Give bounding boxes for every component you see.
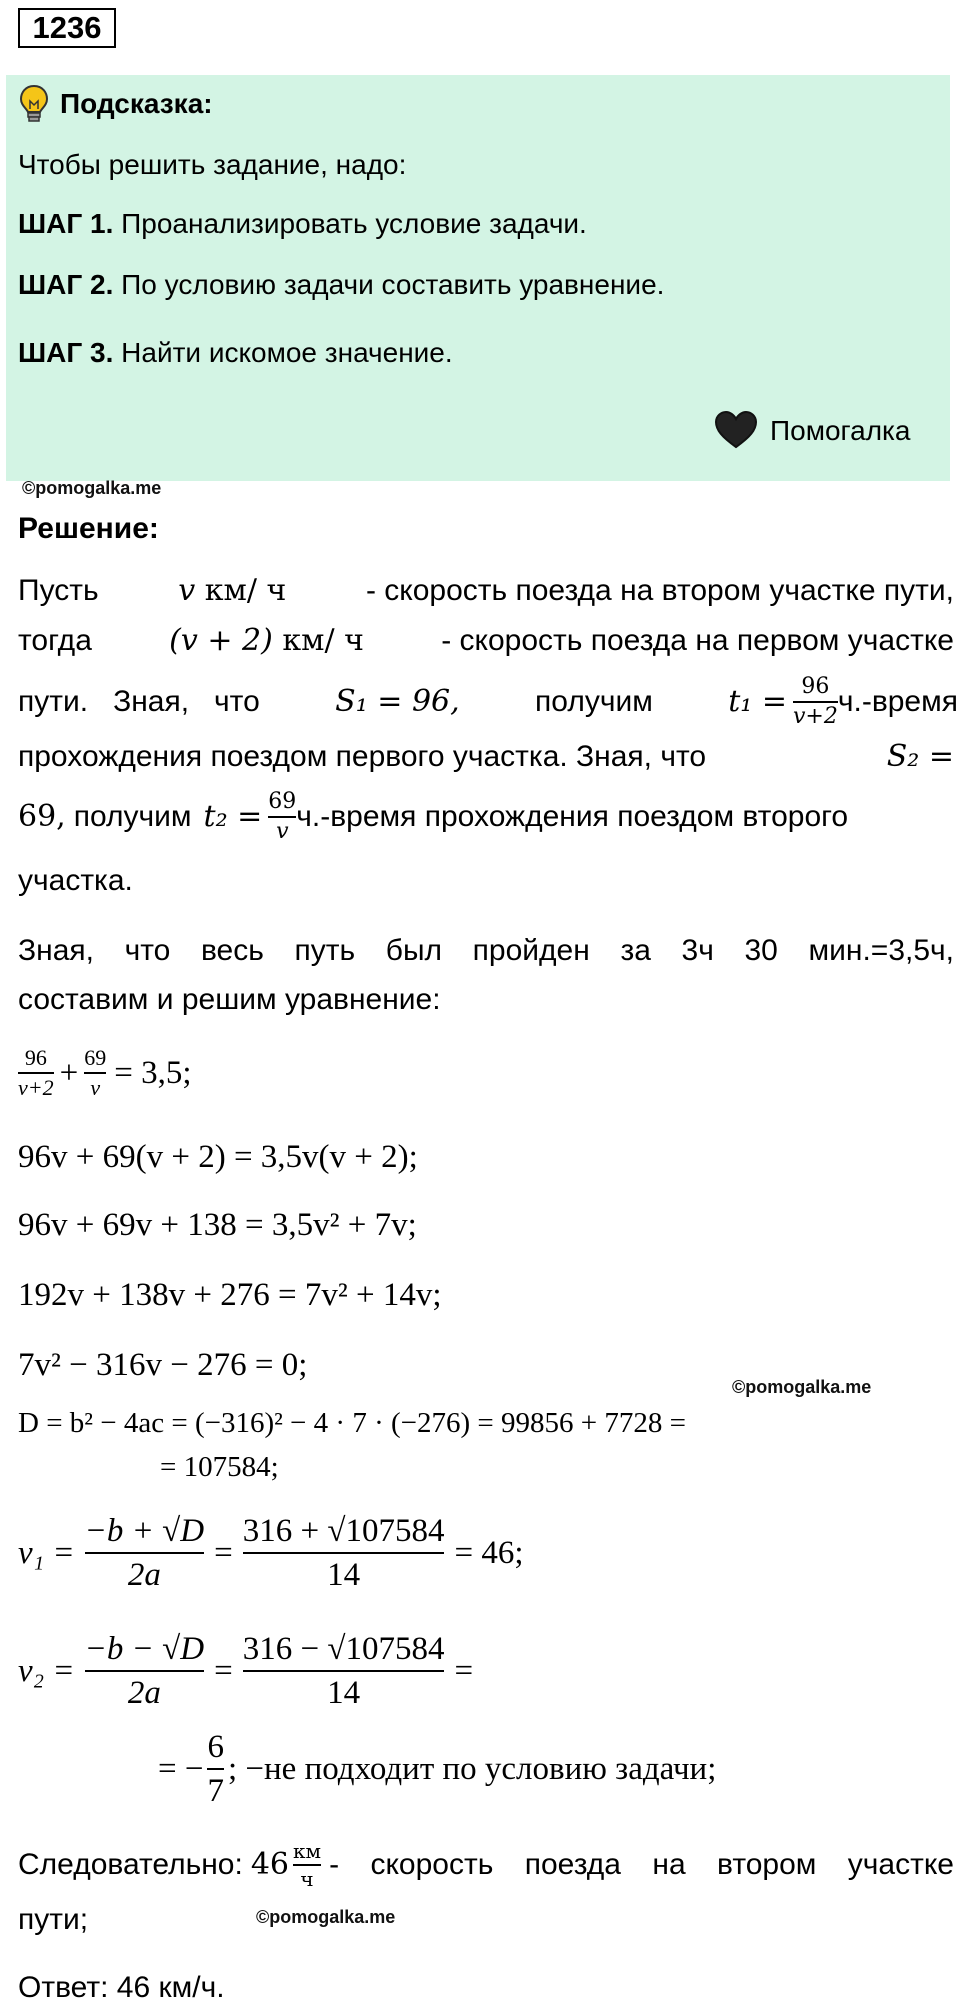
fraction: $\frac{316 + √107584}{14}$	[242, 1513, 445, 1593]
step-text: По условию задачи составить уравнение.	[121, 269, 665, 300]
math: (v + 2) км/ ч	[169, 623, 364, 658]
para1-line4	[18, 737, 954, 777]
solution-title: Решение:	[18, 512, 159, 545]
root-2: v₂ = $\frac{-b - √D}{2a}$ = $\frac{316 - √107584}{14}$ =	[18, 1631, 474, 1711]
text: Следовательно:	[18, 1848, 243, 1881]
step-label: ШАГ 1.	[18, 208, 114, 239]
equation-2: 96v + 69(v + 2) = 3,5v(v + 2);	[18, 1139, 418, 1175]
text: прохождения поездом первого участка. Зная, что	[18, 740, 707, 773]
fraction: $\frac{316 - √107584}{14}$	[242, 1631, 445, 1711]
fraction: $\frac{6}{7}$	[207, 1729, 224, 1809]
root-1: v₁ = $\frac{-b + √D}{2a}$ = $\frac{316 + √107584}{14}$ = 46;	[18, 1513, 524, 1593]
fraction: $\frac{км}{ч}$	[293, 1839, 322, 1891]
para1-line3	[18, 675, 958, 729]
step-text: Проанализировать условие задачи.	[121, 208, 587, 239]
text: получим	[535, 685, 653, 718]
watermark: ©pomogalka.me	[22, 478, 162, 498]
equation-3: 96v + 69v + 138 = 3,5v² + 7v;	[18, 1207, 417, 1243]
text: - скорость поезда на втором участке пути,	[365, 574, 954, 607]
step-label: ШАГ 3.	[18, 337, 114, 368]
heart-icon	[714, 410, 758, 450]
math: S₂ =	[886, 739, 954, 774]
step-label: ШАГ 2.	[18, 269, 114, 300]
hint-intro: Чтобы решить задание, надо:	[18, 149, 407, 180]
para1-line5	[18, 790, 958, 844]
task-number: 1236	[18, 8, 116, 48]
watermark: ©pomogalka.me	[256, 1907, 396, 1927]
fraction: $\frac{-b - √D}{2a}$	[84, 1631, 205, 1711]
value: 46	[250, 1847, 290, 1882]
fraction: $\frac{69}{v}$	[268, 789, 297, 844]
discriminant-line-1: D = b² − 4ac = (−316)² − 4 · 7 · (−276) = 99856 + 7728 =	[18, 1407, 686, 1439]
lightbulb-icon	[18, 84, 50, 124]
fraction: $\frac{96}{v+2}$	[793, 674, 838, 729]
math: t₁ = $\frac{96}{v+2}$ ч.-время	[728, 674, 958, 729]
equation-5: 7v² − 316v − 276 = 0;	[18, 1347, 308, 1383]
text: ч.-время прохождения поездом второго	[296, 800, 849, 833]
para1-line1	[18, 571, 954, 611]
text: - скорость поезда на втором участке	[329, 1848, 954, 1881]
hint-step-3	[18, 335, 453, 371]
step-text: Найти искомое значение.	[121, 337, 453, 368]
text: - скорость поезда на первом участке	[441, 624, 954, 657]
text: Пусть	[18, 574, 99, 607]
answer: Ответ: 46 км/ч.	[18, 1971, 225, 2004]
para1-line6: участка.	[18, 864, 133, 897]
hint-title: Подсказка:	[60, 88, 213, 119]
conclusion-line-2: пути;	[18, 1903, 89, 1936]
text: пути. Зная, что	[18, 685, 260, 718]
math: 69,	[18, 799, 66, 834]
fraction: $\frac{-b + √D}{2a}$	[84, 1513, 205, 1593]
root-2-result: = − $\frac{6}{7}$ ; −не подходит по условию задачи;	[158, 1729, 717, 1809]
watermark: ©pomogalka.me	[732, 1377, 872, 1397]
hint-step-1	[18, 206, 587, 242]
math: t₂ =	[203, 799, 263, 834]
text: получим	[73, 800, 192, 833]
discriminant-line-2: = 107584;	[160, 1451, 279, 1483]
para2-line1: Зная, что весь путь был пройден за 3ч 30 мин.=3,5ч,	[18, 934, 954, 967]
conclusion-line-1	[18, 1840, 954, 1890]
fraction: $\frac{96}{v+2}$	[18, 1045, 54, 1100]
math: S₁ = 96,	[335, 684, 460, 719]
fraction: $\frac{69}{v}$	[84, 1045, 107, 1100]
equation-1: $\frac{96}{v+2}$ + $\frac{69}{v}$ = 3,5;	[18, 1045, 192, 1100]
equation-4: 192v + 138v + 276 = 7v² + 14v;	[18, 1277, 442, 1313]
para2-line2: составим и решим уравнение:	[18, 983, 441, 1016]
text: тогда	[18, 624, 92, 657]
math: v км/ ч	[178, 573, 287, 608]
hint-step-2	[18, 267, 664, 303]
brand-name: Помогалка	[770, 415, 911, 446]
para1-line2	[18, 621, 954, 661]
